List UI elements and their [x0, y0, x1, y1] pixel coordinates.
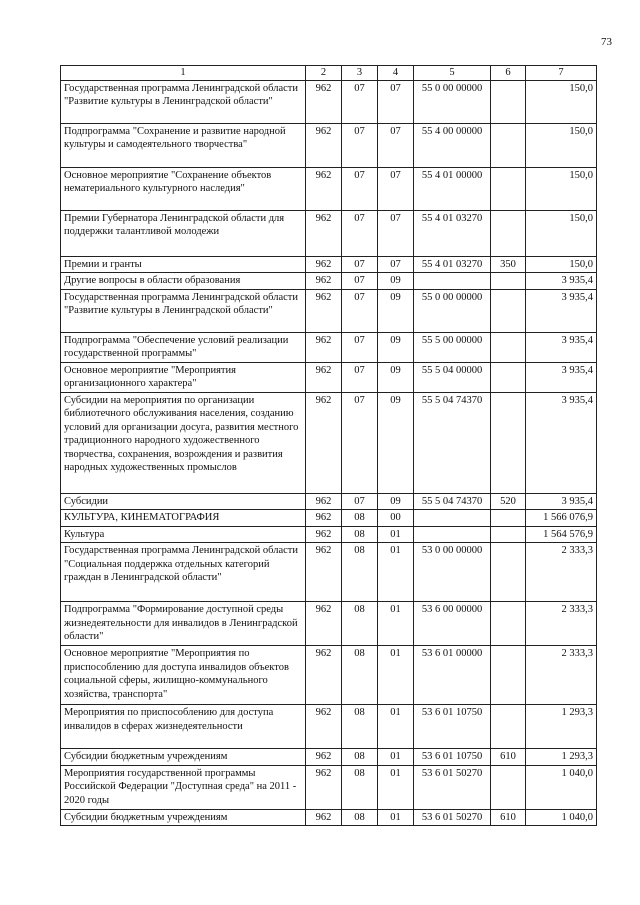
table-row	[61, 543, 597, 602]
row-ministry-code-cell: 962	[306, 765, 342, 809]
row-ministry-code-cell: 962	[306, 210, 342, 256]
row-section-cell: 07	[342, 392, 378, 493]
row-subsection-cell: 01	[378, 526, 414, 543]
row-target-article-cell: 53 6 00 00000	[414, 602, 491, 646]
row-amount-cell: 3 935,4	[526, 362, 597, 392]
row-name-cell: Мероприятия государственной программы Российской Федерации "Доступная среда" на 2011 - 2020 годы	[61, 765, 306, 809]
row-ministry-code-cell: 962	[306, 392, 342, 493]
header-cell: 5	[414, 66, 491, 81]
row-name-cell: Премии Губернатора Ленинградской области для поддержки талантливой молодежи	[61, 210, 306, 256]
row-subsection-cell: 07	[378, 210, 414, 256]
row-expense-type-cell	[491, 765, 526, 809]
row-name-cell: КУЛЬТУРА, КИНЕМАТОГРАФИЯ	[61, 510, 306, 527]
row-amount-cell: 1 040,0	[526, 765, 597, 809]
row-amount-cell: 3 935,4	[526, 392, 597, 493]
table-row	[61, 510, 597, 527]
row-name-cell: Основное мероприятие "Мероприятия организационного характера"	[61, 362, 306, 392]
row-subsection-cell: 01	[378, 705, 414, 749]
row-expense-type-cell	[491, 167, 526, 210]
row-amount-cell: 150,0	[526, 80, 597, 123]
row-name-cell: Подпрограмма "Формирование доступной среды жизнедеятельности для инвалидов в Ленинградской области"	[61, 602, 306, 646]
row-expense-type-cell	[491, 510, 526, 527]
row-target-article-cell: 53 6 01 10750	[414, 749, 491, 766]
row-subsection-cell: 01	[378, 809, 414, 826]
row-subsection-cell: 09	[378, 332, 414, 362]
row-section-cell: 07	[342, 167, 378, 210]
row-amount-cell: 3 935,4	[526, 332, 597, 362]
row-name-cell: Субсидии на мероприятия по организации библиотечного обслуживания населения, созданию условий для организации досуга, развития местного традиционного народного художественного творчества, сохранения, возрождения и развития народных художественных промыслов	[61, 392, 306, 493]
table-row	[61, 392, 597, 493]
row-subsection-cell: 09	[378, 289, 414, 332]
table-row	[61, 493, 597, 510]
row-subsection-cell: 01	[378, 646, 414, 705]
row-amount-cell: 150,0	[526, 123, 597, 167]
table-row	[61, 705, 597, 749]
row-name-cell: Государственная программа Ленинградской области "Развитие культуры в Ленинградской области"	[61, 80, 306, 123]
row-amount-cell: 2 333,3	[526, 543, 597, 602]
table-row	[61, 749, 597, 766]
row-name-cell: Субсидии бюджетным учреждениям	[61, 809, 306, 826]
row-ministry-code-cell: 962	[306, 809, 342, 826]
row-subsection-cell: 01	[378, 749, 414, 766]
row-target-article-cell: 55 4 00 00000	[414, 123, 491, 167]
row-name-cell: Государственная программа Ленинградской области "Развитие культуры в Ленинградской области"	[61, 289, 306, 332]
row-name-cell: Основное мероприятие "Мероприятия по приспособлению для доступа инвалидов объектов социальной сферы, жилищно-коммунального хозяйства, транспорта"	[61, 646, 306, 705]
row-section-cell: 07	[342, 210, 378, 256]
row-name-cell: Премии и гранты	[61, 256, 306, 273]
row-name-cell: Субсидии	[61, 493, 306, 510]
header-cell: 3	[342, 66, 378, 81]
row-ministry-code-cell: 962	[306, 332, 342, 362]
header-cell: 1	[61, 66, 306, 81]
row-amount-cell: 3 935,4	[526, 273, 597, 290]
table-row	[61, 256, 597, 273]
row-ministry-code-cell: 962	[306, 602, 342, 646]
row-target-article-cell: 53 6 01 50270	[414, 765, 491, 809]
row-target-article-cell: 55 5 04 74370	[414, 493, 491, 510]
row-amount-cell: 1 566 076,9	[526, 510, 597, 527]
row-amount-cell: 1 293,3	[526, 749, 597, 766]
row-subsection-cell: 01	[378, 602, 414, 646]
row-ministry-code-cell: 962	[306, 80, 342, 123]
row-ministry-code-cell: 962	[306, 289, 342, 332]
row-section-cell: 07	[342, 332, 378, 362]
row-ministry-code-cell: 962	[306, 273, 342, 290]
row-target-article-cell: 55 5 04 00000	[414, 362, 491, 392]
row-expense-type-cell	[491, 123, 526, 167]
row-section-cell: 08	[342, 602, 378, 646]
row-subsection-cell: 09	[378, 392, 414, 493]
row-expense-type-cell: 610	[491, 809, 526, 826]
row-section-cell: 07	[342, 123, 378, 167]
row-subsection-cell: 09	[378, 362, 414, 392]
row-subsection-cell: 00	[378, 510, 414, 527]
row-name-cell: Основное мероприятие "Сохранение объектов нематериального культурного наследия"	[61, 167, 306, 210]
row-expense-type-cell: 350	[491, 256, 526, 273]
row-subsection-cell: 07	[378, 167, 414, 210]
row-expense-type-cell	[491, 602, 526, 646]
table-row	[61, 646, 597, 705]
row-section-cell: 08	[342, 765, 378, 809]
row-section-cell: 08	[342, 646, 378, 705]
row-section-cell: 08	[342, 705, 378, 749]
row-amount-cell: 2 333,3	[526, 602, 597, 646]
row-ministry-code-cell: 962	[306, 123, 342, 167]
row-ministry-code-cell: 962	[306, 705, 342, 749]
row-ministry-code-cell: 962	[306, 256, 342, 273]
row-amount-cell: 150,0	[526, 210, 597, 256]
row-expense-type-cell	[491, 392, 526, 493]
table-row	[61, 167, 597, 210]
row-ministry-code-cell: 962	[306, 543, 342, 602]
row-section-cell: 07	[342, 362, 378, 392]
row-subsection-cell: 01	[378, 543, 414, 602]
row-subsection-cell: 01	[378, 765, 414, 809]
row-amount-cell: 2 333,3	[526, 646, 597, 705]
row-ministry-code-cell: 962	[306, 362, 342, 392]
row-name-cell: Подпрограмма "Сохранение и развитие народной культуры и самодеятельного творчества"	[61, 123, 306, 167]
row-expense-type-cell	[491, 646, 526, 705]
row-name-cell: Субсидии бюджетным учреждениям	[61, 749, 306, 766]
row-subsection-cell: 07	[378, 123, 414, 167]
row-subsection-cell: 09	[378, 493, 414, 510]
row-expense-type-cell	[491, 332, 526, 362]
table-row	[61, 809, 597, 826]
row-amount-cell: 150,0	[526, 256, 597, 273]
row-expense-type-cell	[491, 362, 526, 392]
row-target-article-cell: 53 6 01 50270	[414, 809, 491, 826]
row-target-article-cell	[414, 526, 491, 543]
row-expense-type-cell: 520	[491, 493, 526, 510]
budget-table	[60, 65, 597, 826]
row-amount-cell: 1 040,0	[526, 809, 597, 826]
row-amount-cell: 1 564 576,9	[526, 526, 597, 543]
table-row	[61, 332, 597, 362]
row-section-cell: 08	[342, 510, 378, 527]
row-name-cell: Государственная программа Ленинградской области "Социальная поддержка отдельных категорий граждан в Ленинградской области"	[61, 543, 306, 602]
table-row	[61, 123, 597, 167]
header-cell: 7	[526, 66, 597, 81]
row-target-article-cell	[414, 510, 491, 527]
row-amount-cell: 150,0	[526, 167, 597, 210]
row-subsection-cell: 09	[378, 273, 414, 290]
row-target-article-cell	[414, 273, 491, 290]
row-section-cell: 08	[342, 809, 378, 826]
row-target-article-cell: 55 4 01 03270	[414, 210, 491, 256]
row-subsection-cell: 07	[378, 80, 414, 123]
row-target-article-cell: 55 0 00 00000	[414, 80, 491, 123]
row-ministry-code-cell: 962	[306, 493, 342, 510]
row-expense-type-cell	[491, 273, 526, 290]
row-target-article-cell: 53 6 01 00000	[414, 646, 491, 705]
row-name-cell: Мероприятия по приспособлению для доступа инвалидов в сферах жизнедеятельности	[61, 705, 306, 749]
row-target-article-cell: 55 4 01 00000	[414, 167, 491, 210]
table-row	[61, 210, 597, 256]
row-section-cell: 07	[342, 256, 378, 273]
row-amount-cell: 3 935,4	[526, 493, 597, 510]
row-section-cell: 08	[342, 543, 378, 602]
row-ministry-code-cell: 962	[306, 749, 342, 766]
row-section-cell: 07	[342, 273, 378, 290]
row-expense-type-cell	[491, 210, 526, 256]
table-row	[61, 289, 597, 332]
row-name-cell: Другие вопросы в области образования	[61, 273, 306, 290]
row-ministry-code-cell: 962	[306, 646, 342, 705]
row-target-article-cell: 55 4 01 03270	[414, 256, 491, 273]
row-target-article-cell: 53 0 00 00000	[414, 543, 491, 602]
header-cell: 2	[306, 66, 342, 81]
row-name-cell: Подпрограмма "Обеспечение условий реализации государственной программы"	[61, 332, 306, 362]
row-ministry-code-cell: 962	[306, 167, 342, 210]
row-expense-type-cell	[491, 543, 526, 602]
table-row	[61, 765, 597, 809]
page-number: 73	[601, 36, 612, 48]
row-expense-type-cell	[491, 526, 526, 543]
row-section-cell: 08	[342, 526, 378, 543]
row-expense-type-cell: 610	[491, 749, 526, 766]
header-row	[61, 66, 597, 81]
row-target-article-cell: 55 5 00 00000	[414, 332, 491, 362]
row-amount-cell: 1 293,3	[526, 705, 597, 749]
row-section-cell: 07	[342, 289, 378, 332]
row-expense-type-cell	[491, 80, 526, 123]
row-target-article-cell: 53 6 01 10750	[414, 705, 491, 749]
row-target-article-cell: 55 0 00 00000	[414, 289, 491, 332]
row-expense-type-cell	[491, 289, 526, 332]
header-cell: 4	[378, 66, 414, 81]
row-subsection-cell: 07	[378, 256, 414, 273]
table-row	[61, 526, 597, 543]
header-cell: 6	[491, 66, 526, 81]
row-section-cell: 08	[342, 749, 378, 766]
row-amount-cell: 3 935,4	[526, 289, 597, 332]
row-section-cell: 07	[342, 493, 378, 510]
row-expense-type-cell	[491, 705, 526, 749]
row-ministry-code-cell: 962	[306, 526, 342, 543]
table-row	[61, 602, 597, 646]
row-target-article-cell: 55 5 04 74370	[414, 392, 491, 493]
row-name-cell: Культура	[61, 526, 306, 543]
row-section-cell: 07	[342, 80, 378, 123]
table-row	[61, 362, 597, 392]
row-ministry-code-cell: 962	[306, 510, 342, 527]
table-row	[61, 80, 597, 123]
table-row	[61, 273, 597, 290]
